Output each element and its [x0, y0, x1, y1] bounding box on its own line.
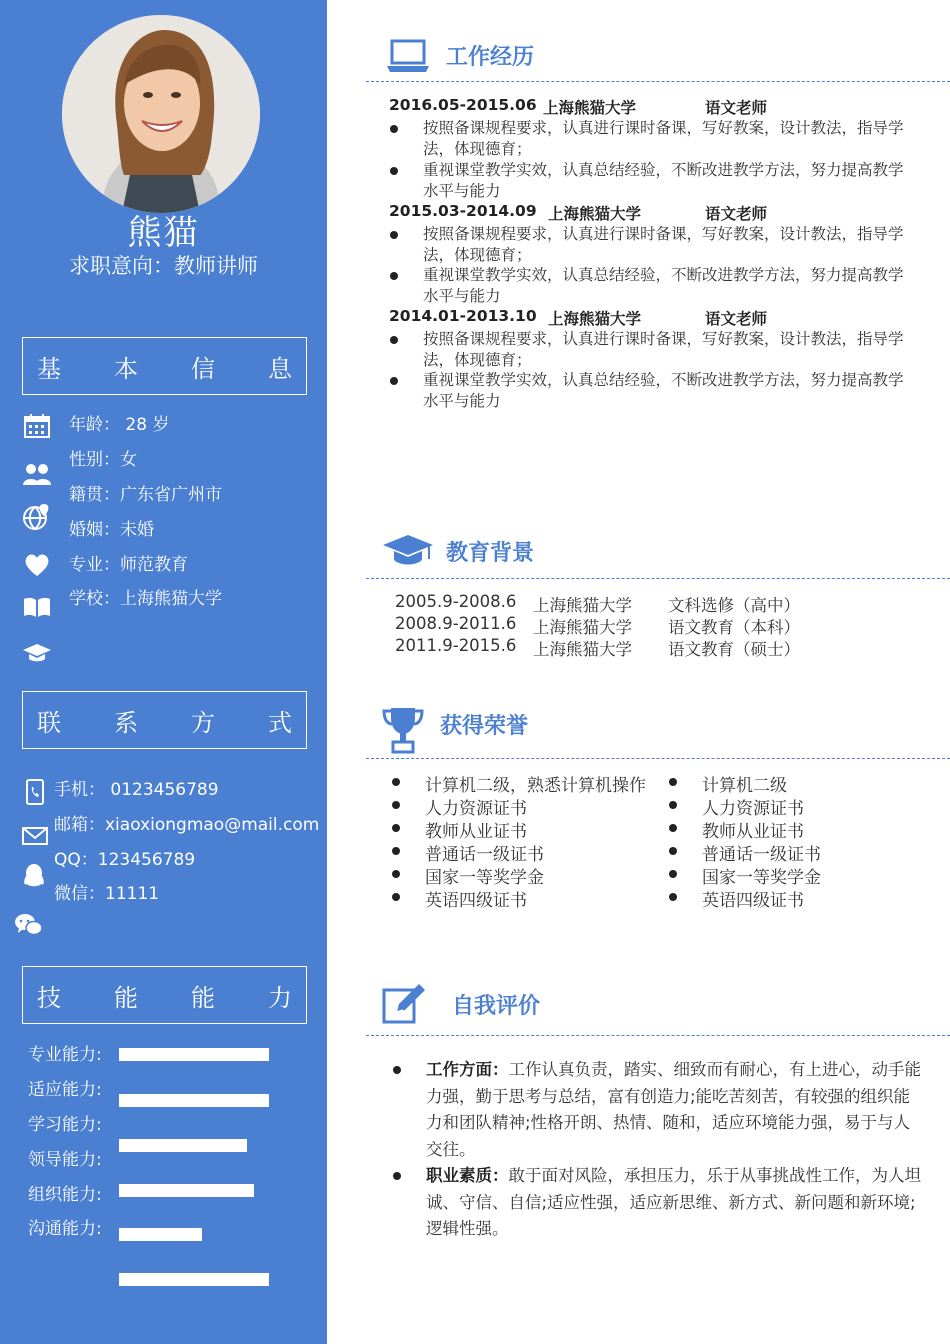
- skill-bar: [119, 1094, 269, 1107]
- eval-text: [426, 1163, 925, 1243]
- honor-item: 英语四级证书: [392, 886, 527, 911]
- skill-bar: [119, 1228, 202, 1241]
- sidebar: [0, 0, 327, 1344]
- job-company: 上海熊猫大学: [548, 205, 642, 223]
- bullet-text: 按照备课规程要求，认真进行课时备课，写好教案，设计教法，指导学法，体现德育；: [423, 225, 904, 264]
- honor-item: 普通话一级证书: [392, 840, 544, 865]
- avatar: [62, 15, 260, 213]
- job-period: 2016.05-2015.06: [389, 96, 537, 114]
- people-icon: [22, 460, 52, 488]
- header-char: 方: [191, 708, 215, 737]
- header-char: 本: [114, 354, 138, 383]
- education-title: 教育背景: [446, 541, 535, 566]
- eval-body: 工作认真负责，踏实、细致而有耐心，有上进心，动手能力强，勤于思考与总结，富有创造力;能吃苦刻苦，有较强的组织能力和团队精神;性格开朗、热情、随和，适应环境能力强，易于与人交往。: [426, 1060, 921, 1159]
- contact-qq: QQ：123456789: [54, 850, 196, 870]
- mail-icon: [20, 822, 50, 850]
- honor-item: 国家一等奖学金: [669, 863, 821, 888]
- honor-item: 人力资源证书: [392, 794, 527, 819]
- honor-item: 普通话一级证书: [669, 840, 821, 865]
- honor-item: 教师从业证书: [669, 817, 804, 842]
- graduation-cap-icon: [22, 639, 52, 667]
- job-role: 语文老师: [705, 99, 768, 117]
- heart-icon: [22, 551, 52, 579]
- contact-phone: 手机： 0123456789: [54, 780, 219, 800]
- header-char: 能: [114, 983, 138, 1012]
- job-header: [389, 202, 768, 223]
- skill-bar: [119, 1184, 254, 1197]
- job-bullet: [390, 329, 910, 371]
- job-bullet: [390, 224, 910, 266]
- skill-label: 领导能力:: [28, 1150, 102, 1170]
- eval-body: 敢于面对风险，承担压力，乐于从事挑战性工作，为人坦诚、守信、自信;适应性强，适应新思维、新方式、新问题和新环境;逻辑性强。: [426, 1166, 921, 1238]
- divider: [366, 578, 950, 579]
- edu-degree: 文科选修（高中）: [668, 596, 800, 615]
- bullet-text: 重视课堂教学实效，认真总结经验，不断改进教学方法，努力提高教学水平与能力: [423, 266, 904, 305]
- trophy-icon: [381, 706, 425, 758]
- phone-icon: [20, 778, 50, 806]
- header-char: 式: [268, 708, 292, 737]
- job-period: 2014.01-2013.10: [389, 307, 537, 325]
- info-marital: 婚姻：未婚: [69, 520, 154, 540]
- bullet-text: 重视课堂教学实效，认真总结经验，不断改进教学方法，努力提高教学水平与能力: [423, 161, 904, 200]
- honor-item: 人力资源证书: [669, 794, 804, 819]
- work-title: 工作经历: [446, 45, 535, 70]
- calendar-icon: [22, 412, 52, 440]
- info-hometown: 籍贯：广东省广州市: [69, 485, 222, 505]
- skills-header: [22, 966, 307, 1024]
- job-company: 上海熊猫大学: [548, 310, 642, 328]
- header-char: 联: [37, 708, 61, 737]
- honor-item: 计算机二级，熟悉计算机操作: [392, 771, 646, 796]
- skill-label: 组织能力:: [28, 1185, 102, 1205]
- info-major: 专业：师范教育: [69, 555, 188, 575]
- job-company: 上海熊猫大学: [543, 99, 637, 117]
- header-char: 基: [37, 354, 61, 383]
- eval-text: [426, 1057, 925, 1163]
- edu-school: 上海熊猫大学: [533, 618, 632, 637]
- info-gender: 性别：女: [69, 450, 137, 470]
- skill-label: 专业能力:: [28, 1045, 102, 1065]
- bullet-text: 按照备课规程要求，认真进行课时备课，写好教案，设计教法，指导学法，体现德育；: [423, 330, 904, 369]
- honor-item: 计算机二级: [669, 771, 787, 796]
- contact-email: 邮箱：xiaoxiongmao@mail.com: [54, 815, 320, 835]
- eval-label: 职业素质：: [426, 1166, 509, 1185]
- bullet-text: 按照备课规程要求，认真进行课时备课，写好教案，设计教法，指导学法，体现德育；: [423, 119, 904, 158]
- skill-label: 适应能力:: [28, 1080, 102, 1100]
- header-char: 息: [268, 354, 292, 383]
- edu-degree: 语文教育（硕士）: [668, 640, 800, 659]
- job-role: 语文老师: [705, 205, 768, 223]
- self-eval-title: 自我评价: [452, 994, 541, 1019]
- edu-period: 2008.9-2011.6: [395, 614, 517, 633]
- skill-label: 沟通能力:: [28, 1219, 102, 1239]
- honor-item: 英语四级证书: [669, 886, 804, 911]
- job-header: [389, 96, 768, 117]
- skill-bar: [119, 1139, 247, 1152]
- contact-wechat: 微信：11111: [54, 884, 160, 904]
- job-header: [389, 307, 768, 328]
- job-bullet: [390, 160, 910, 202]
- header-char: 力: [268, 983, 292, 1012]
- info-age: 年龄： 28 岁: [69, 415, 170, 435]
- job-bullet: [390, 370, 910, 412]
- wechat-icon: [14, 911, 44, 939]
- edit-icon: [381, 982, 427, 1030]
- job-bullet: [390, 265, 910, 307]
- portrait-image: [62, 15, 260, 213]
- info-school: 学校：上海熊猫大学: [69, 589, 222, 609]
- honors-title: 获得荣誉: [440, 714, 529, 739]
- qq-icon: [19, 862, 49, 890]
- eval-label: 工作方面：: [426, 1060, 509, 1079]
- header-char: 信: [191, 354, 215, 383]
- self-eval-item: [393, 1057, 925, 1163]
- globe-pin-icon: [22, 503, 52, 531]
- self-eval-item: [393, 1163, 925, 1243]
- header-char: 系: [114, 708, 138, 737]
- contact-header: [22, 691, 307, 749]
- edu-school: 上海熊猫大学: [533, 596, 632, 615]
- header-char: 技: [37, 983, 61, 1012]
- bullet-text: 重视课堂教学实效，认真总结经验，不断改进教学方法，努力提高教学水平与能力: [423, 371, 904, 410]
- graduation-cap-icon: [382, 533, 434, 573]
- edu-period: 2011.9-2015.6: [395, 636, 517, 655]
- book-icon: [22, 593, 52, 621]
- job-period: 2015.03-2014.09: [389, 202, 537, 220]
- honor-item: 教师从业证书: [392, 817, 527, 842]
- divider: [366, 758, 950, 759]
- edu-degree: 语文教育（本科）: [668, 618, 800, 637]
- job-intent: 求职意向：教师讲师: [69, 254, 258, 278]
- honor-item: 国家一等奖学金: [392, 863, 544, 888]
- divider: [366, 81, 950, 82]
- edu-period: 2005.9-2008.6: [395, 592, 517, 611]
- divider: [366, 1035, 950, 1036]
- job-bullet: [390, 118, 910, 160]
- skill-label: 学习能力:: [28, 1115, 102, 1135]
- header-char: 能: [191, 983, 215, 1012]
- laptop-icon: [386, 38, 430, 78]
- basic-info-header: [22, 337, 307, 395]
- skill-bar: [119, 1048, 269, 1061]
- skill-bar: [119, 1273, 269, 1286]
- candidate-name: 熊猫: [127, 213, 200, 253]
- job-role: 语文老师: [705, 310, 768, 328]
- edu-school: 上海熊猫大学: [533, 640, 632, 659]
